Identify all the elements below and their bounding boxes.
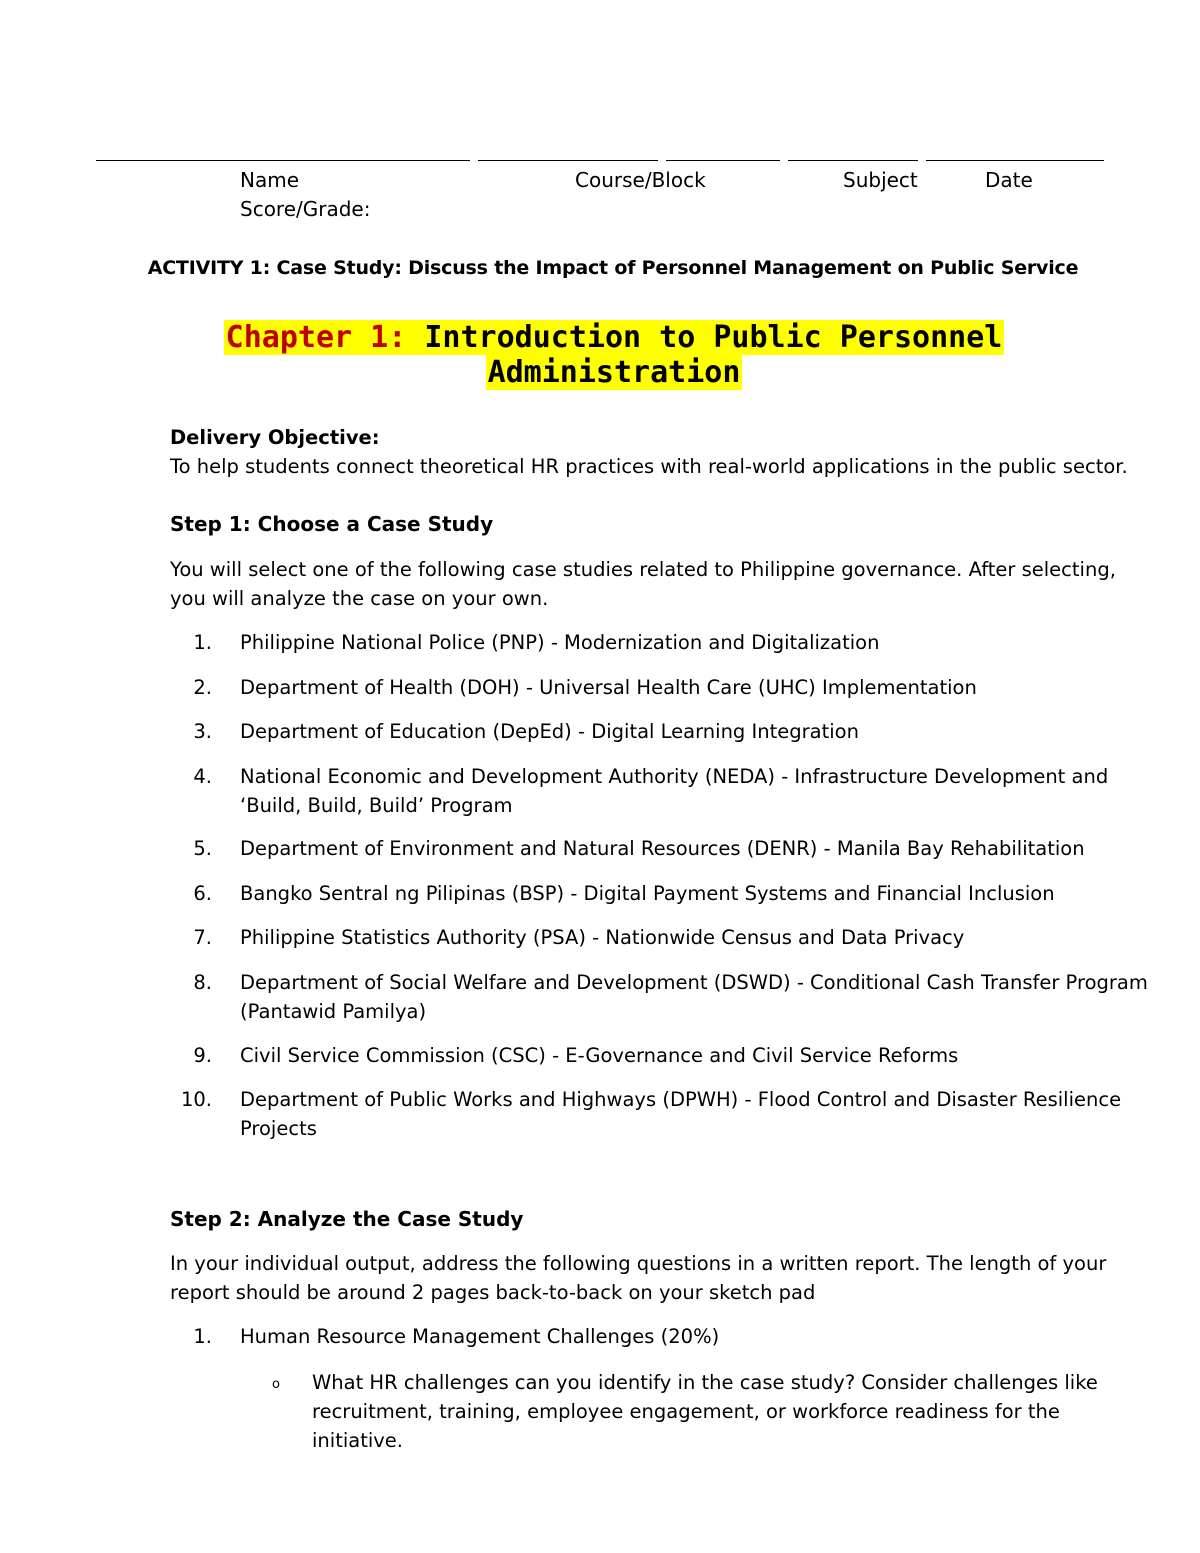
name-blank-line[interactable]: [96, 160, 470, 161]
step2-heading: Step 2: Analyze the Case Study: [170, 1207, 524, 1231]
course-block-blank-line[interactable]: [478, 160, 658, 161]
sub-question-line3: initiative.: [312, 1429, 404, 1452]
date-label: Date: [985, 168, 1033, 192]
step1-intro-line1: You will select one of the following case studies related to Philippine governance. After selecting,: [170, 558, 1116, 581]
date-blank-line[interactable]: [788, 160, 918, 161]
name-label: Name: [240, 168, 300, 192]
chapter-title-line2: Administration: [487, 355, 741, 390]
step1-intro-line2: you will analyze the case on your own.: [170, 587, 549, 610]
step2-intro-line2: report should be around 2 pages back-to-back on your sketch pad: [170, 1281, 816, 1304]
sub-question-line2: recruitment, training, employee engagement, or workforce readiness for the: [312, 1400, 1060, 1423]
step2-intro-line1: In your individual output, address the following questions in a written report. The length of your: [170, 1252, 1107, 1275]
chapter-heading: [0, 320, 1200, 390]
subject-blank-line[interactable]: [666, 160, 780, 161]
sub-bullet-marker: o: [272, 1377, 280, 1392]
document-page: Name Course/Block Subject Date Score/Grade: ACTIVITY 1: Case Study: Discuss the Impact of Personnel Management on Public Service Chapter 1: Introduction to Public Personnel Administration Delivery Objective: To help students connect theoretical HR practices with real-world applications in the public sector. Step 1: Choose a Case Study You will select one of the following case studies related to Philippine governance. After selecting, you will analyze the case on your own. 1. Philippine National Police (PNP) - Modernization and Digitalization 2. Department of Health (DOH) - Universal Health Care (UHC) Implementation 3. Department of Education (DepEd) - Digital Learning Integration 4. National Economic and Development Authority (NEDA) - Infrastructure Development and ‘Build, Build, Build’ Program 5. Department of Environment and Natural Resources (DENR) - Manila Bay Rehabilitation 6. Bangko Sentral ng Pilipinas (BSP) - Digital Payment Systems and Financial Inclusion 7. Philippine Statistics Authority (PSA) - Nationwide Census and Data Privacy 8. Department of Social Welfare and Development (DSWD) - Conditional Cash Transfer Program (Pantawid Pamilya) 9. Civil Service Commission (CSC) - E-Governance and Civil Service Reforms 10. Department of Public Works and Highways (DPWH) - Flood Control and Disaster Resilience Projects Step 2: Analyze the Case Study In your individual output, address the following questions in a written report. The length of your report should be around 2 pages back-to-back on your sketch pad 1. Human Resource Management Challenges (20%) o What HR challenges can you identify in the case study? Consider challenges like recruitment, training, employee engagement, or workforce readiness for the initiative.: [0, 0, 1200, 1553]
course-block-label: Course/Block: [575, 168, 706, 192]
subject-label: Subject: [843, 168, 918, 192]
activity-title: ACTIVITY 1: Case Study: Discuss the Impact of Personnel Management on Public Service: [147, 257, 1079, 279]
score-grade-label: Score/Grade:: [240, 197, 371, 221]
chapter-title-line1: Introduction to Public Personnel: [406, 320, 1003, 355]
chapter-number: Chapter 1:: [225, 320, 407, 355]
sub-question-line1: What HR challenges can you identify in the case study? Consider challenges like: [312, 1371, 1098, 1394]
score-blank-line[interactable]: [926, 160, 1104, 161]
delivery-objective-heading: Delivery Objective:: [170, 426, 380, 449]
delivery-objective-text: To help students connect theoretical HR practices with real-world applications in the public sector.: [170, 455, 1128, 478]
step1-heading: Step 1: Choose a Case Study: [170, 512, 494, 536]
